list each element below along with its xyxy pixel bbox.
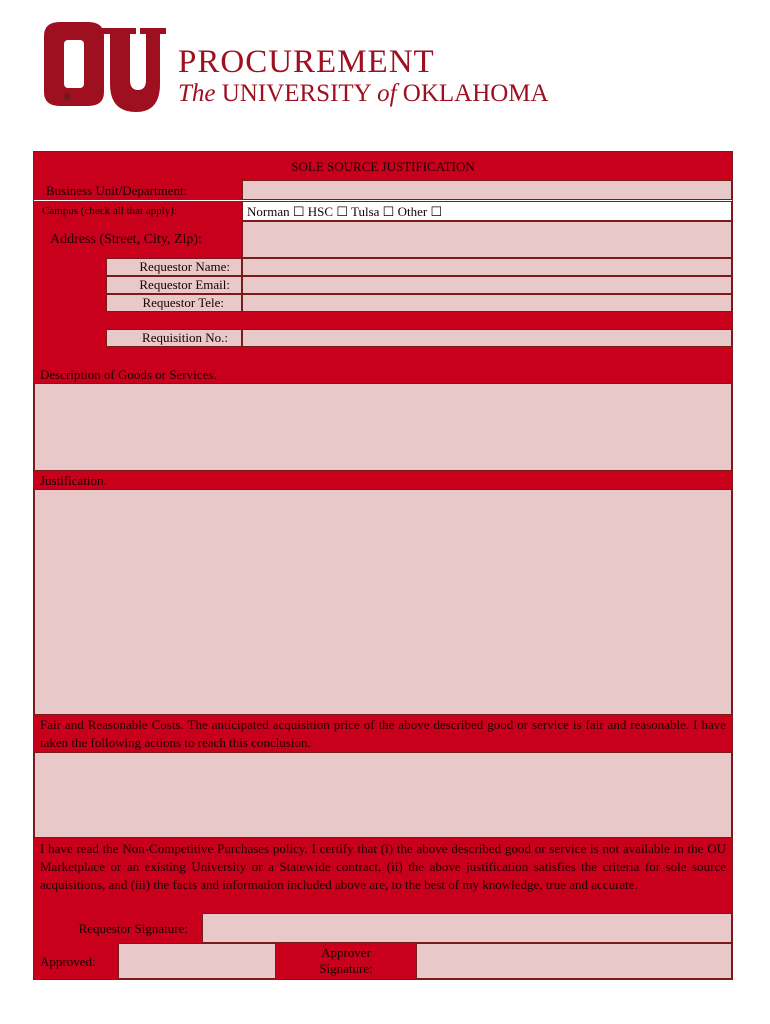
requisition-spacer xyxy=(34,329,106,347)
certification-text: I have read the Non-Competitive Purchases policy. I certify that (i) the above described good or service is not available in the OU Marketplace or an existing University or a Statewide contract, (ii) the above justification satisfies the criteria for sole source acquisitions, and (iii) the facts and information included above are, to the best of my knowledge, true and accurate. xyxy=(40,841,726,892)
campus-tulsa: Tulsa xyxy=(350,204,380,219)
campus-tulsa-checkbox[interactable]: ☐ xyxy=(382,204,395,219)
fair-costs-field[interactable] xyxy=(34,752,732,838)
spacer-bar-1 xyxy=(34,312,732,329)
justification-field[interactable] xyxy=(34,489,732,715)
approved-label: Approved: xyxy=(40,954,96,969)
campus-hsc: HSC xyxy=(307,204,334,219)
brand-subtitle-university: UNIVERSITY xyxy=(221,80,371,107)
requestor-name-field[interactable] xyxy=(242,258,732,276)
requisition-field[interactable] xyxy=(242,329,732,347)
requestor-email-field[interactable] xyxy=(242,276,732,294)
business-unit-field[interactable] xyxy=(242,180,732,200)
campus-norman: Norman xyxy=(247,204,290,219)
requisition-label: Requisition No.: xyxy=(142,330,228,345)
brand-subtitle-the: The xyxy=(178,80,216,107)
description-label: Description of Goods or Services. xyxy=(40,367,217,382)
requestor-email-label: Requestor Email: xyxy=(139,277,230,292)
brand-subtitle-of: of xyxy=(377,80,397,107)
approver-signature-field[interactable] xyxy=(416,943,732,979)
campus-norman-checkbox[interactable]: ☐ xyxy=(292,204,305,219)
address-label: Address (Street, City, Zip): xyxy=(50,232,202,247)
approved-field[interactable] xyxy=(118,943,276,979)
description-field[interactable] xyxy=(34,383,732,471)
requestor-name-label: Requestor Name: xyxy=(139,259,230,274)
form-title: SOLE SOURCE JUSTIFICATION xyxy=(291,159,475,174)
brand-title: PROCUREMENT xyxy=(178,44,435,80)
ou-logo xyxy=(38,18,168,114)
brand-subtitle-oklahoma: OKLAHOMA xyxy=(402,80,549,107)
requestor-signature-field[interactable] xyxy=(202,913,732,943)
campus-other: Other xyxy=(397,204,428,219)
justification-label: Justification. xyxy=(40,473,107,488)
registered-mark: ® xyxy=(64,92,71,102)
brand-subtitle xyxy=(178,80,549,108)
approver-signature-label: Approver Signature: xyxy=(319,945,373,976)
requestor-tele-field[interactable] xyxy=(242,294,732,312)
business-unit-label: Business Unit/Department: xyxy=(46,183,188,198)
spacer-bar-2 xyxy=(34,347,732,365)
justification-label-bar xyxy=(34,471,732,489)
requestor-spacer xyxy=(34,258,106,312)
campus-options xyxy=(242,201,732,221)
fair-costs-text: Fair and Reasonable Costs. The anticipated acquisition price of the above described good or service is fair and reasonable. I have taken the following actions to reach this conclusion. xyxy=(40,717,726,750)
campus-other-checkbox[interactable]: ☐ xyxy=(430,204,443,219)
address-field[interactable] xyxy=(242,221,732,258)
campus-label: Campus (check all that apply): xyxy=(42,205,178,217)
requestor-signature-label: Requestor Signature: xyxy=(78,921,188,936)
campus-hsc-checkbox[interactable]: ☐ xyxy=(336,204,348,219)
requestor-tele-label: Requestor Tele: xyxy=(142,295,224,310)
